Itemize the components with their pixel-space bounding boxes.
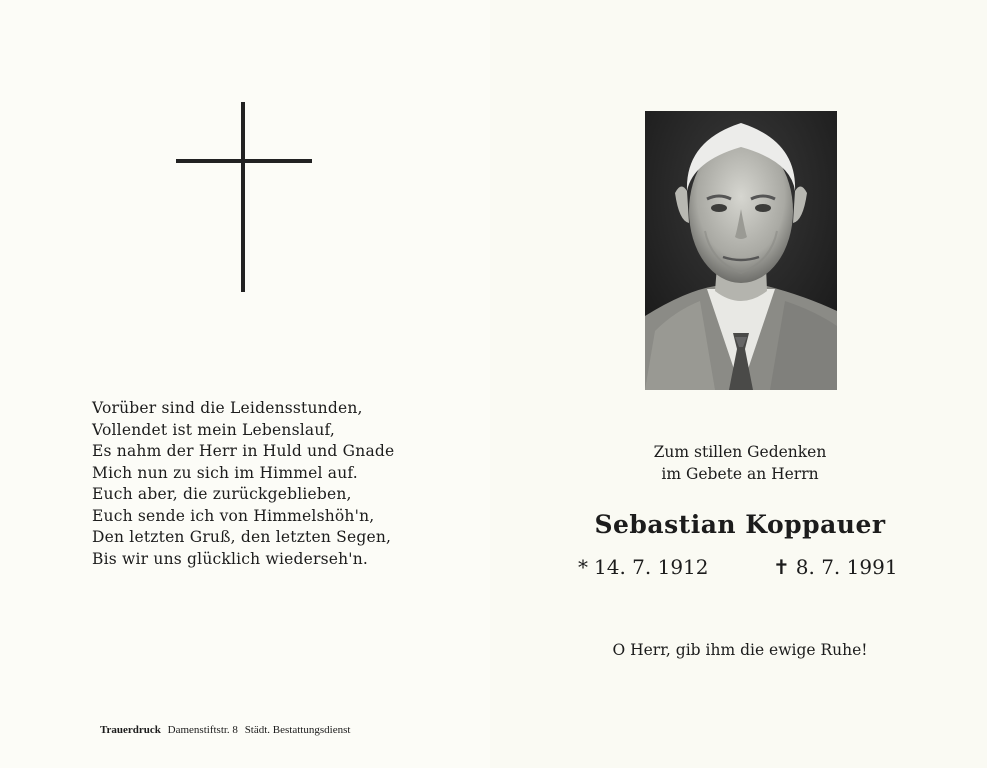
memorial-text: [590, 441, 890, 485]
poem-line: Es nahm der Herr in Huld und Gnade: [92, 442, 395, 460]
poem-line: Den letzten Gruß, den letzten Segen,: [92, 528, 392, 546]
poem-line: Mich nun zu sich im Himmel auf.: [92, 463, 358, 482]
death-date-group: [773, 555, 898, 579]
left-panel: [0, 0, 490, 768]
prayer-line: O Herr, gib ihm die ewige Ruhe!: [612, 641, 868, 659]
death-date: 8. 7. 1991: [795, 555, 898, 579]
portrait-illustration: [645, 111, 837, 390]
poem-line: Euch sende ich von Himmelshöh'n,: [92, 506, 375, 525]
poem-line: Euch aber, die zurückgeblieben,: [92, 485, 352, 503]
memorial-line-1: Zum stillen Gedenken: [653, 443, 827, 461]
death-cross-icon: ✝: [773, 555, 790, 579]
printer-name: Trauerdruck: [100, 724, 161, 736]
birth-date: 14. 7. 1912: [594, 555, 709, 579]
printer-address: Damenstiftstr. 8: [167, 724, 238, 736]
birth-date-group: [578, 555, 709, 579]
deceased-name: Sebastian Koppauer: [594, 510, 886, 539]
poem: [92, 398, 452, 570]
portrait-photo: [645, 111, 837, 390]
printer-imprint: [100, 724, 354, 736]
cross-icon: [176, 102, 312, 292]
printer-service: Städt. Bestattungsdienst: [244, 724, 351, 736]
poem-line: Bis wir uns glücklich wiederseh'n.: [92, 549, 369, 568]
poem-line: Vollendet ist mein Lebenslauf,: [92, 420, 336, 439]
poem-line: Vorüber sind die Leidensstunden,: [92, 399, 363, 417]
memorial-line-2: im Gebete an Herrn: [661, 465, 819, 483]
birth-star-icon: *: [578, 555, 588, 579]
